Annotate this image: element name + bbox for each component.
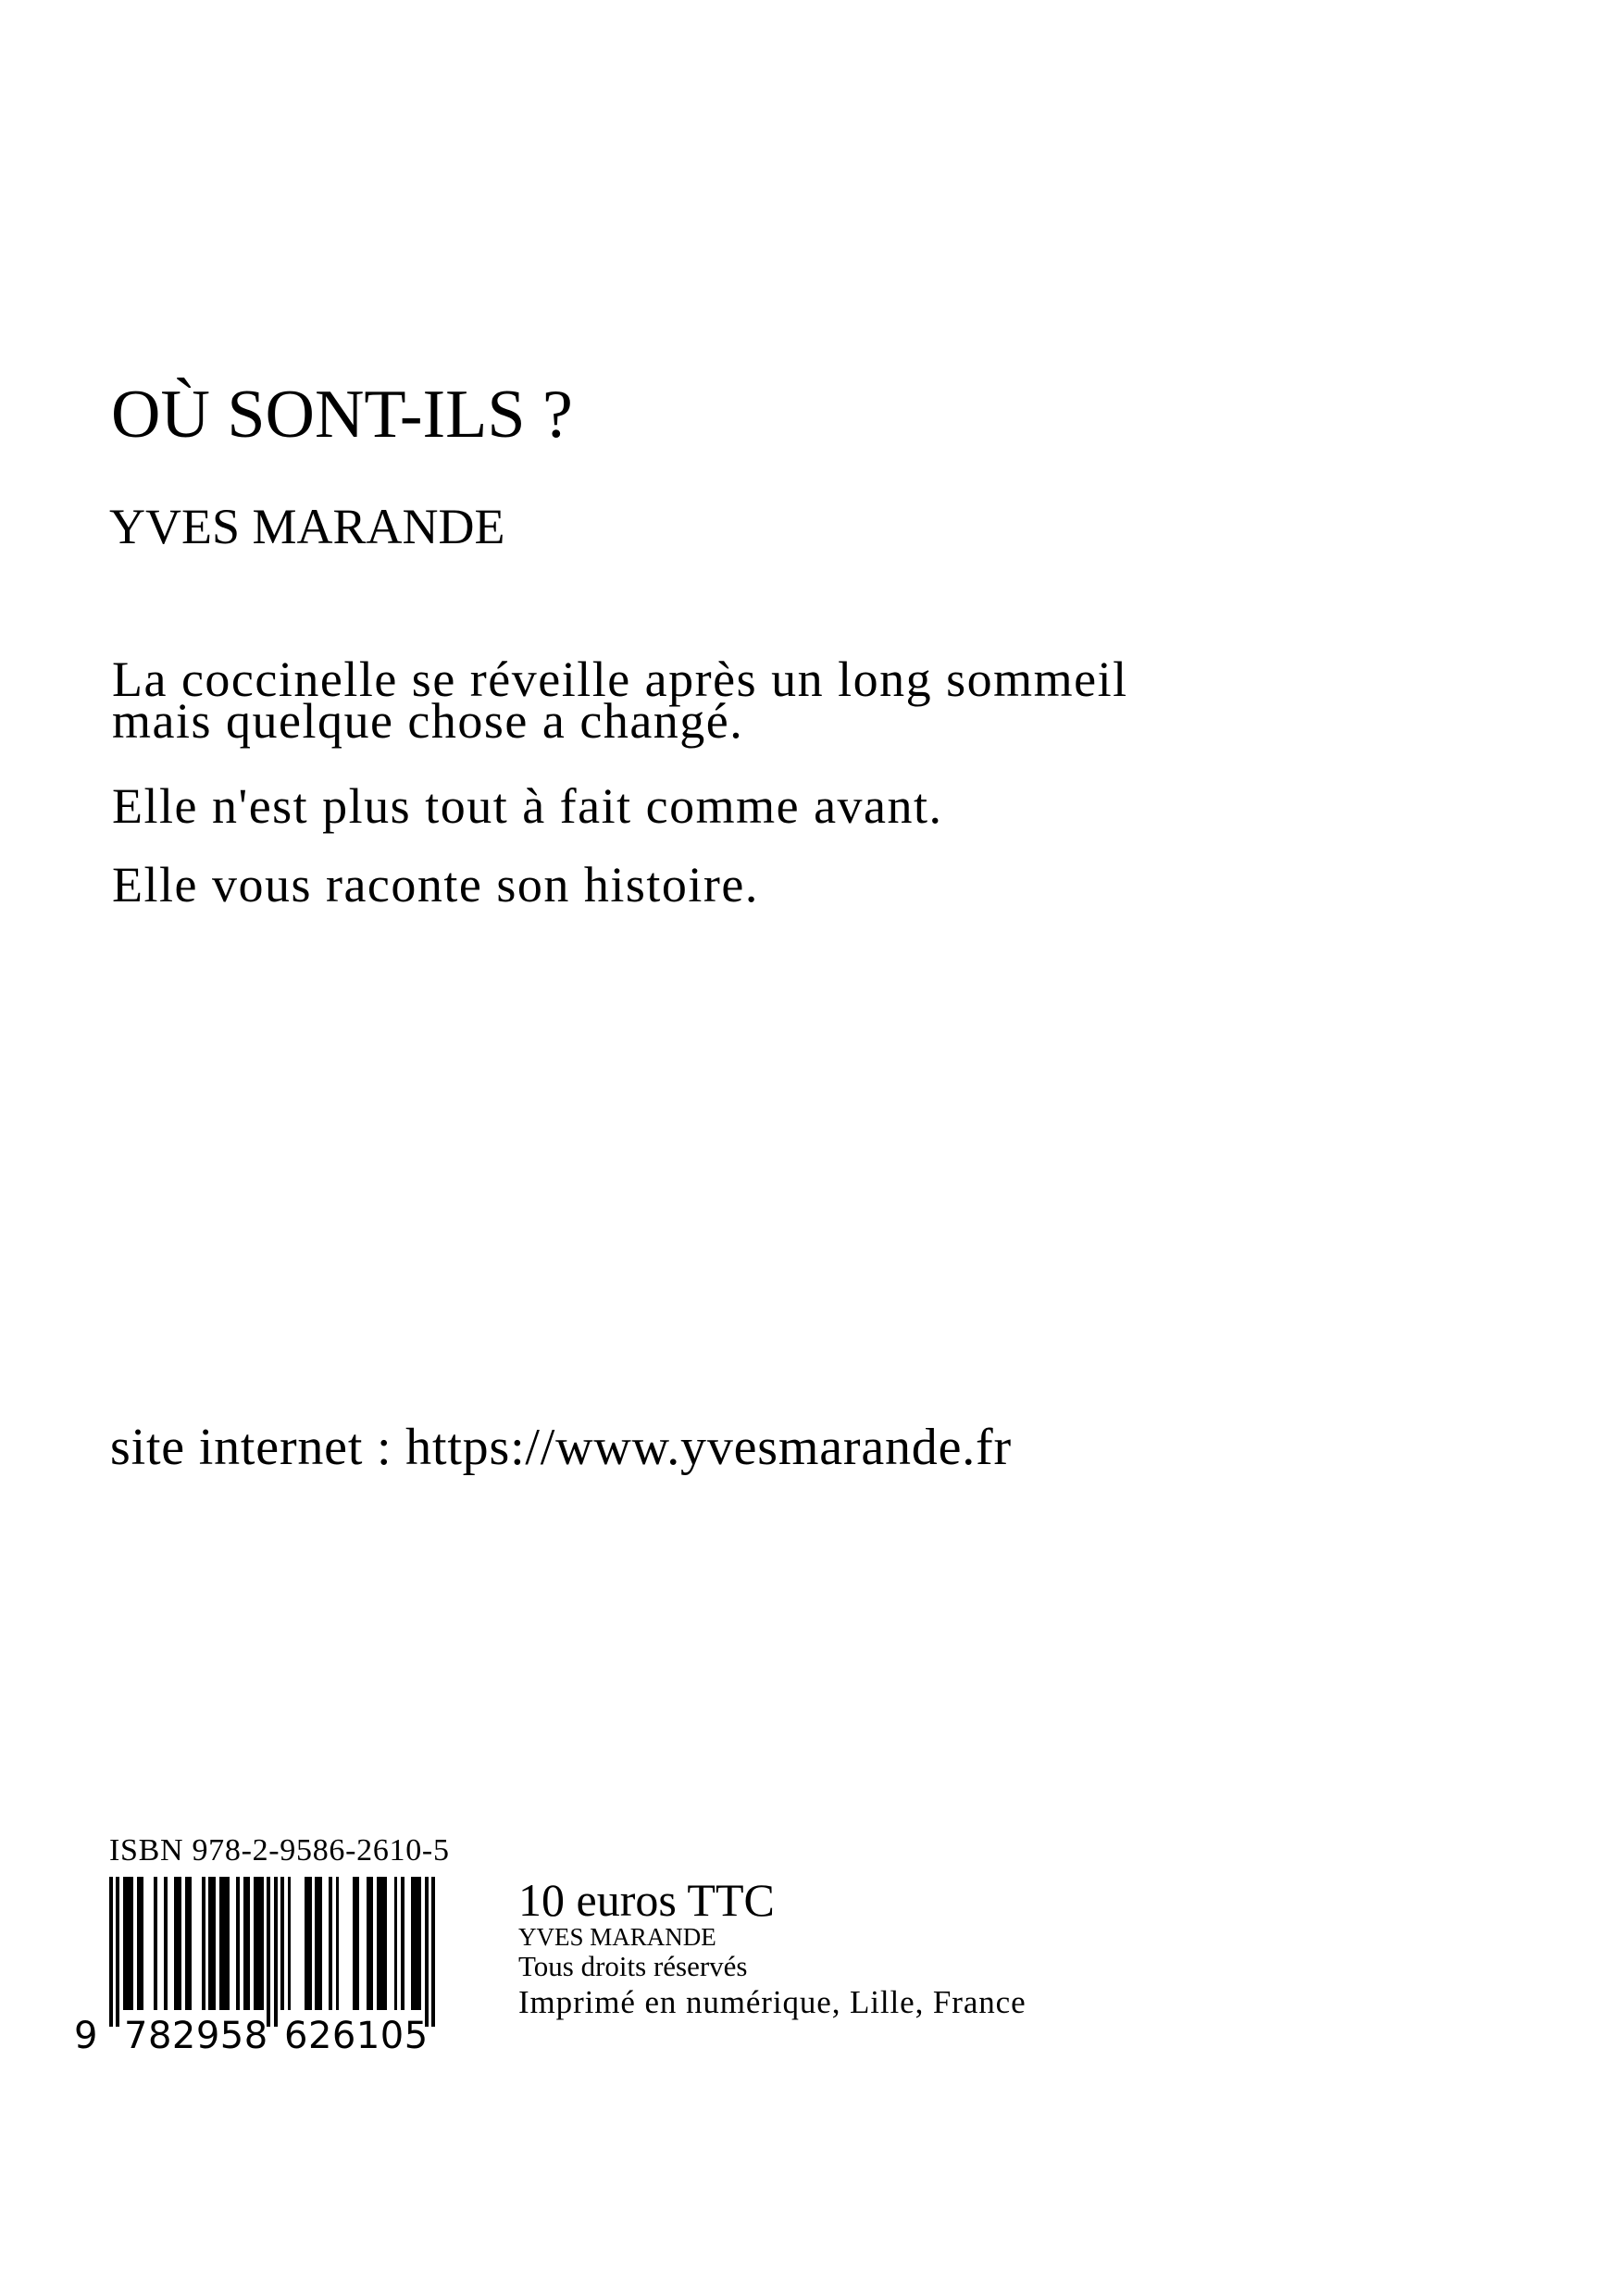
barcode-bar bbox=[243, 1877, 250, 2010]
book-title: OÙ SONT-ILS ? bbox=[111, 377, 573, 453]
barcode-bar bbox=[305, 1877, 311, 2010]
barcode-digit-first: 9 bbox=[74, 2015, 98, 2057]
barcode-bar bbox=[154, 1877, 157, 2010]
barcode-bar bbox=[164, 1877, 168, 2010]
barcode-bar bbox=[109, 1877, 113, 2027]
isbn-label: ISBN 978-2-9586-2610-5 bbox=[109, 1833, 450, 1868]
barcode-bar bbox=[353, 1877, 359, 2010]
barcode-bar bbox=[185, 1877, 192, 2010]
publisher-line: YVES MARANDE bbox=[518, 1923, 716, 1951]
barcode-bar bbox=[367, 1877, 373, 2010]
barcode-bar bbox=[336, 1877, 340, 2010]
barcode-digit-group2: 626105 bbox=[284, 2015, 429, 2057]
barcode-bar bbox=[394, 1877, 398, 2010]
barcode-bar bbox=[431, 1877, 435, 2027]
barcode-bar bbox=[174, 1877, 180, 2010]
book-author: YVES MARANDE bbox=[109, 499, 505, 554]
barcode-bar bbox=[202, 1877, 205, 2010]
synopsis-paragraph: La coccinelle se réveille après un long sommeil mais quelque chose a changé. bbox=[112, 652, 1128, 749]
barcode-bar bbox=[401, 1877, 404, 2010]
price-line: 10 euros TTC bbox=[518, 1874, 775, 1926]
barcode-digit-group1: 782958 bbox=[124, 2015, 268, 2057]
printing-line: Imprimé en numérique, Lille, France bbox=[518, 1984, 1027, 2020]
synopsis-paragraph: Elle vous raconte son histoire. bbox=[112, 857, 759, 912]
barcode-bar bbox=[219, 1877, 230, 2010]
synopsis-paragraph: Elle n'est plus tout à fait comme avant. bbox=[112, 778, 943, 834]
barcode-bar bbox=[274, 1877, 278, 2027]
barcode-bar bbox=[254, 1877, 264, 2010]
barcode-bar bbox=[208, 1877, 215, 2010]
barcode-bar bbox=[411, 1877, 421, 2010]
barcode-bar bbox=[267, 1877, 270, 2027]
website-line: site internet : https://www.yvesmarande.fr bbox=[110, 1419, 1012, 1476]
barcode-bar bbox=[116, 1877, 119, 2027]
barcode-bar bbox=[137, 1877, 143, 2010]
rights-line: Tous droits réservés bbox=[518, 1950, 748, 1982]
barcode-bar bbox=[236, 1877, 240, 2010]
barcode-bar bbox=[315, 1877, 321, 2010]
barcode-bar bbox=[377, 1877, 387, 2010]
ean13-barcode bbox=[109, 1877, 435, 2027]
barcode-bar bbox=[280, 1877, 284, 2010]
barcode-bar bbox=[329, 1877, 332, 2010]
barcode-bar bbox=[288, 1877, 292, 2010]
barcode-bar bbox=[123, 1877, 133, 2010]
barcode-bar bbox=[425, 1877, 429, 2027]
